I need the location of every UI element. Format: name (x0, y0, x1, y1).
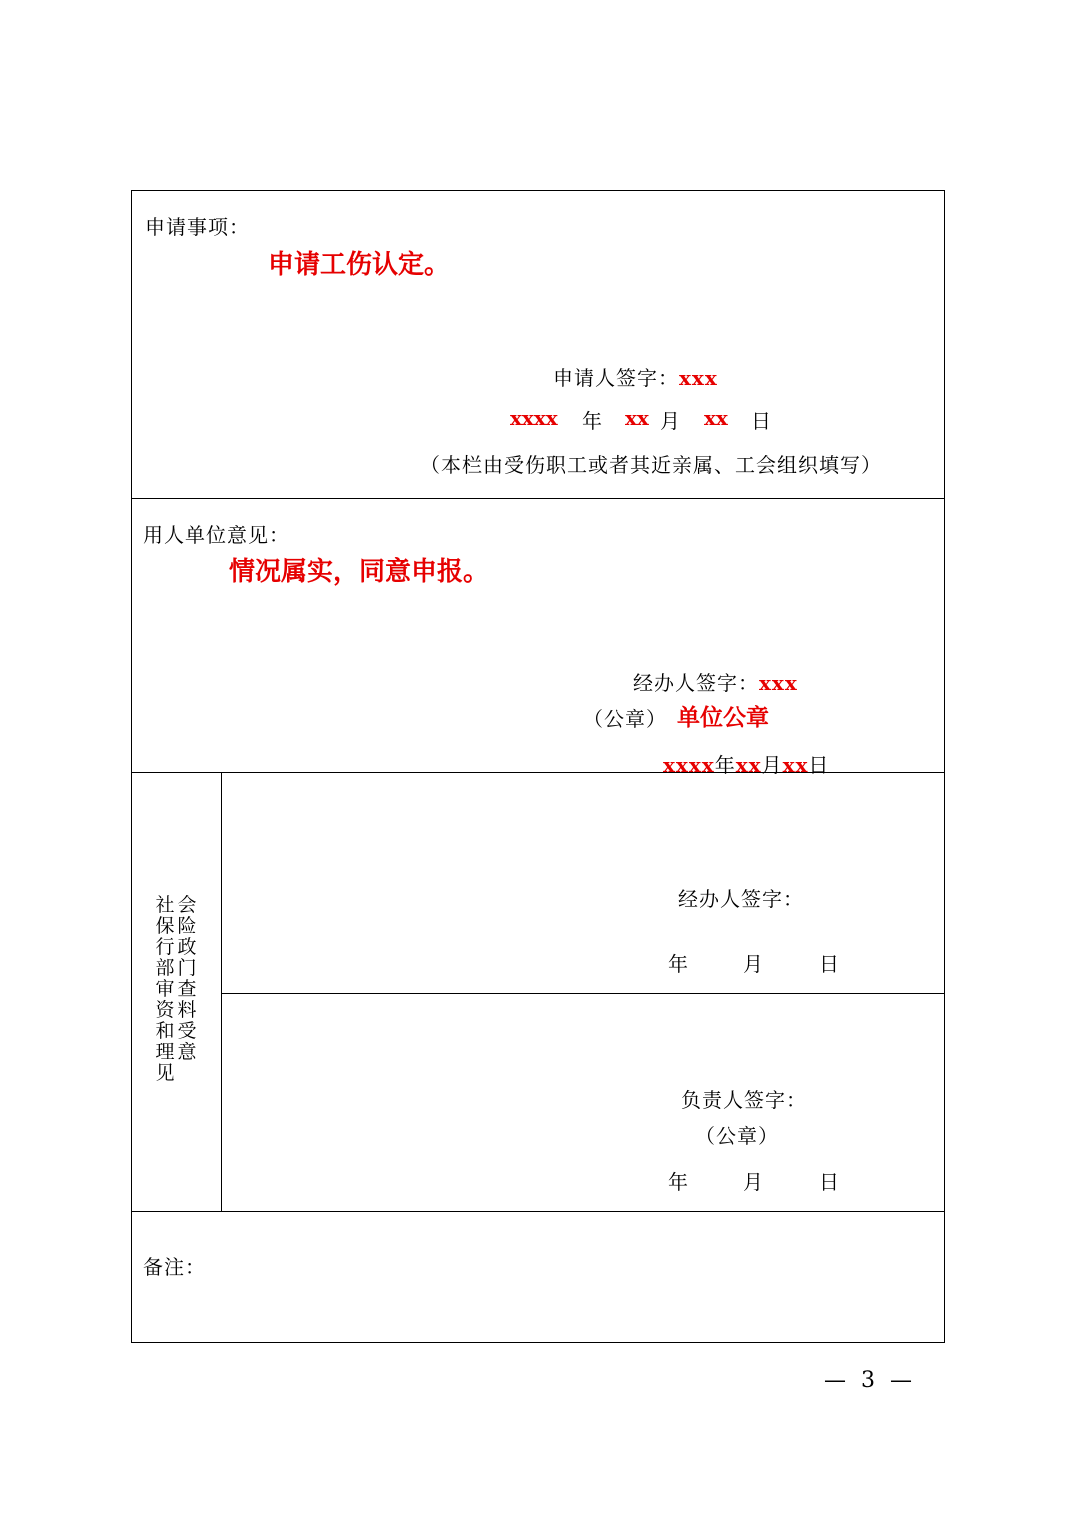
employer-date-row (663, 749, 829, 778)
employer-opinion-label: 用人单位意见： (143, 523, 290, 547)
table-border-bottom (131, 1342, 945, 1343)
agency-director-day-unit: 日 (819, 1170, 840, 1194)
handler-signature-row (633, 667, 798, 696)
applicant-month-unit: 月 (660, 409, 681, 433)
agency-director-month-unit: 月 (743, 1170, 764, 1194)
section1-note: （本栏由受伤职工或者其近亲属、工会组织填写） (420, 453, 882, 477)
handler-signature-label: 经办人签字： (633, 671, 759, 695)
table-border-left (131, 190, 132, 1343)
employer-month-unit: 月 (761, 753, 783, 777)
applicant-signature-row (553, 362, 718, 391)
employer-day-unit: 日 (808, 753, 830, 777)
employer-seal-value: 单位公章 (677, 704, 769, 731)
application-matter-label: 申请事项： (145, 215, 250, 239)
applicant-signature-value: xxx (679, 366, 718, 390)
inner-row-divider (221, 993, 945, 994)
column-divider (221, 772, 222, 1212)
handler-signature-value: xxx (759, 671, 798, 695)
agency-director-signature-label: 负责人签字： (681, 1088, 807, 1112)
application-matter-content: 申请工伤认定。 (268, 250, 451, 280)
agency-seal-label: （公章） (695, 1124, 779, 1148)
employer-day-value: xx (782, 753, 809, 777)
employer-year-value: xxxx (663, 753, 715, 777)
agency-director-year-unit: 年 (668, 1170, 689, 1194)
employer-seal-label: （公章） (583, 707, 667, 731)
table-border-right (944, 190, 945, 1343)
social-insurance-label-col1: 社保行部审资和理见 (155, 894, 175, 1084)
table-border-top (131, 190, 945, 191)
social-insurance-label-col2: 会险政门查料受意 (177, 894, 197, 1063)
row-divider-1 (131, 498, 945, 499)
agency-handler-year-unit: 年 (668, 952, 689, 976)
applicant-day-value: xx (704, 406, 728, 430)
employer-year-unit: 年 (714, 753, 736, 777)
page-number: — 3 — (824, 1368, 916, 1393)
agency-handler-signature-label: 经办人签字： (678, 887, 804, 911)
applicant-month-value: xx (625, 406, 649, 430)
remarks-label: 备注： (143, 1255, 206, 1279)
applicant-year-unit: 年 (582, 409, 603, 433)
applicant-signature-label: 申请人签字： (553, 366, 679, 390)
agency-handler-day-unit: 日 (819, 952, 840, 976)
applicant-year-value: xxxx (510, 406, 558, 430)
applicant-day-unit: 日 (751, 409, 772, 433)
employer-opinion-content: 情况属实，同意申报。 (229, 557, 490, 587)
employer-month-value: xx (735, 753, 762, 777)
agency-handler-month-unit: 月 (743, 952, 764, 976)
row-divider-3 (131, 1211, 945, 1212)
